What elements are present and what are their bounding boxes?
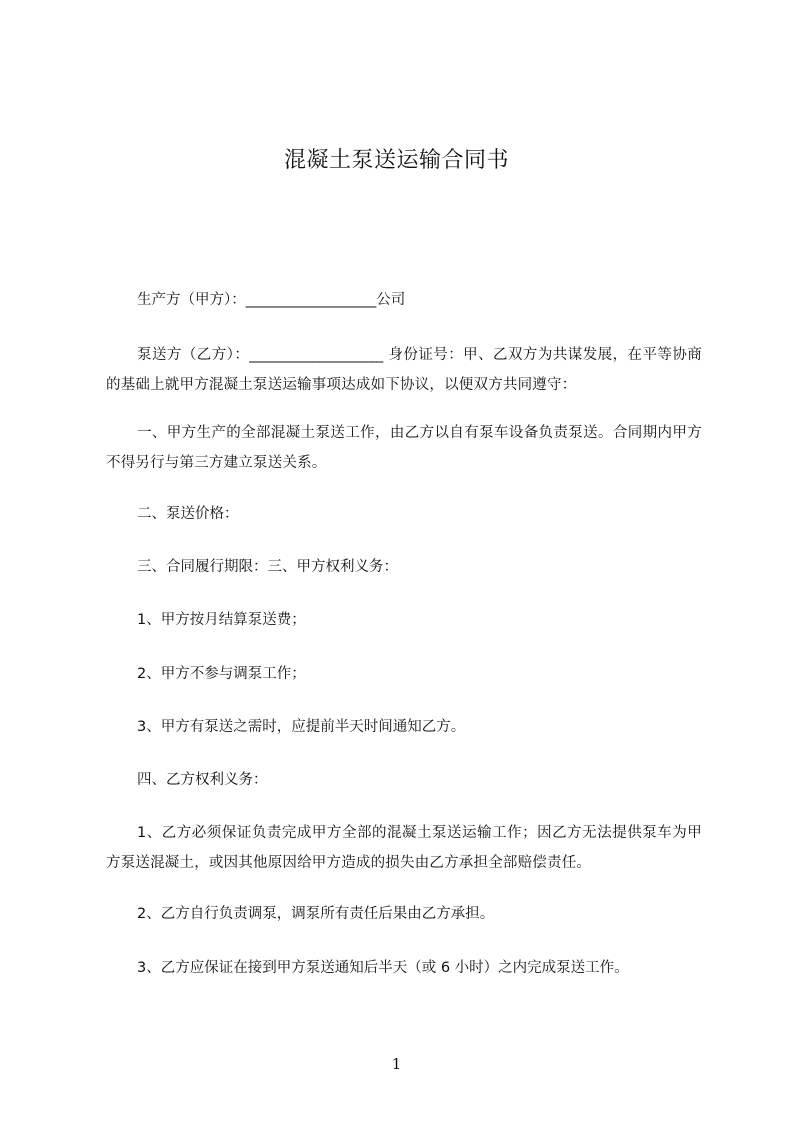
party-a-obligation-2: 2、甲方不参与调泵工作；: [137, 666, 306, 682]
document-title: 混凝土泵送运输合同书: [283, 148, 509, 173]
party-b-paragraph: 泵送方（乙方）：__________________ 身份证号：甲、乙双方为共谋发展，在平等协商的基础上就甲方混凝土泵送运输事项达成如下协议，以便双方共同遵守：: [106, 347, 702, 393]
clause-2-heading: 二、泵送价格：: [137, 506, 239, 522]
party-b-obligation-2: 2、乙方自行负责调泵，调泵所有责任后果由乙方承担。: [137, 906, 495, 922]
party-a-obligation-3: 3、甲方有泵送之需时，应提前半天时间通知乙方。: [137, 719, 466, 735]
party-a-obligation-1: 1、甲方按月结算泵送费；: [137, 612, 306, 628]
party-b-obligation-1: 1、乙方必须保证负责完成甲方全部的混凝土泵送运输工作；因乙方无法提供泵车为甲方泵送混凝土，或因其他原因给甲方造成的损失由乙方承担全部赔偿责任。: [106, 825, 702, 871]
clause-1-paragraph: 一、甲方生产的全部混凝土泵送工作，由乙方以自有泵车设备负责泵送。合同期内甲方不得另行与第三方建立泵送关系。: [106, 425, 702, 471]
clause-3-heading: 三、合同履行期限：三、甲方权利义务：: [137, 559, 398, 575]
clause-4-heading: 四、乙方权利义务：: [137, 772, 268, 788]
party-b-obligation-3: 3、乙方应保证在接到甲方泵送通知后半天（或 6 小时）之内完成泵送工作。: [137, 960, 629, 976]
party-a-line: 生产方（甲方）：__________________公司: [137, 292, 406, 308]
page-number: 1: [391, 1055, 402, 1073]
